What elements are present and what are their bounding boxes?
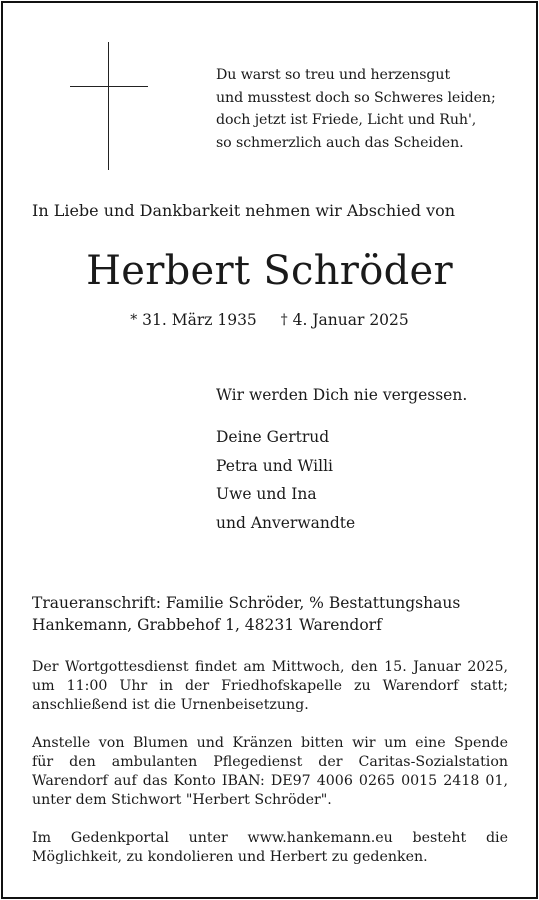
family-list	[216, 423, 355, 537]
service-line: um 11:00 Uhr in der Friedhofskapelle zu Warendorf statt;	[32, 678, 508, 694]
donation-paragraph	[32, 734, 508, 810]
death-symbol: †	[280, 312, 288, 328]
portal-line: Möglichkeit, zu kondolieren und Herbert zu gedenken.	[32, 849, 428, 865]
mourning-address	[32, 592, 460, 636]
portal-line: Im Gedenkportal unter www.hankemann.eu besteht die	[32, 830, 508, 846]
poem-line: Du warst so treu und herzensgut	[216, 67, 451, 83]
family-member: Petra und Willi	[216, 456, 334, 475]
donation-line: Warendorf auf das Konto IBAN: DE97 4006 0265 0015 2418 01,	[32, 773, 508, 789]
cross-horizontal-bar	[70, 86, 148, 87]
service-line: Der Wortgottesdienst findet am Mittwoch, den 15. Januar 2025,	[32, 659, 508, 675]
portal-paragraph	[32, 829, 508, 867]
donation-line: Anstelle von Blumen und Kränzen bitten wir um eine Spende	[32, 735, 508, 751]
poem-line: so schmerzlich auch das Scheiden.	[216, 134, 464, 151]
address-line: Hankemann, Grabbehof 1, 48231 Warendorf	[32, 616, 382, 634]
poem-line: und musstest doch so Schweres leiden;	[216, 89, 496, 106]
intro-text: In Liebe und Dankbarkeit nehmen wir Abschied von	[32, 201, 456, 220]
service-paragraph	[32, 658, 508, 715]
birth-symbol: *	[130, 312, 138, 328]
address-line: Traueranschrift: Familie Schröder, % Bestattungshaus	[32, 594, 461, 612]
life-dates	[0, 311, 539, 329]
family-member: und Anverwandte	[216, 513, 356, 532]
birth-date: 31. März 1935	[142, 311, 257, 329]
poem	[216, 64, 496, 154]
family-member: Uwe und Ina	[216, 485, 317, 503]
cross-vertical-bar	[108, 42, 109, 170]
service-line: anschließend ist die Urnenbeisetzung.	[32, 697, 309, 713]
never-forget-text: Wir werden Dich nie vergessen.	[216, 386, 468, 404]
death-date: 4. Januar 2025	[292, 311, 409, 329]
family-member: Deine Gertrud	[216, 428, 330, 446]
poem-line: doch jetzt ist Friede, Licht und Ruh',	[216, 112, 477, 128]
donation-line: für den ambulanten Pflegedienst der Caritas-Sozialstation	[32, 754, 508, 770]
donation-line: unter dem Stichwort "Herbert Schröder".	[32, 792, 332, 808]
deceased-name: Herbert Schröder	[86, 248, 453, 294]
